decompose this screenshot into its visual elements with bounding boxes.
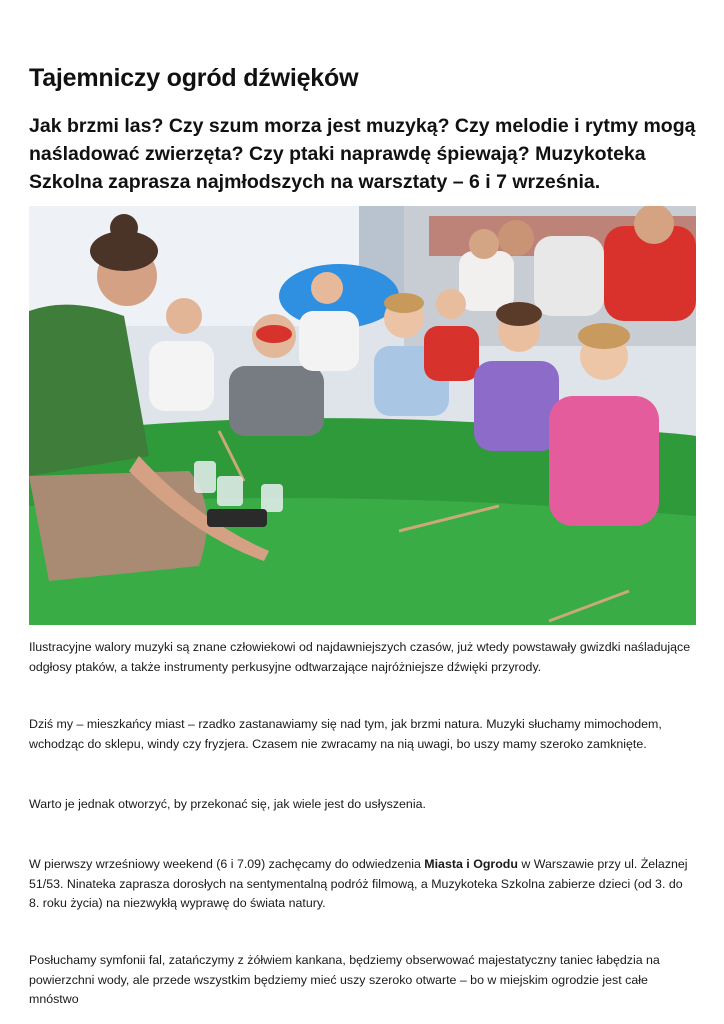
paragraph-2: Dziś my – mieszkańcy miast – rzadko zastanawiamy się nad tym, jak brzmi natura. Muzyki słuchamy mimochodem, wchodząc do sklepu, windy czy fryzjera. Czasem nie zwracamy na nią uwagi, bo uszy mamy szeroko zamknięte. <box>29 717 662 751</box>
article-title: Tajemniczy ogród dźwięków <box>29 64 359 92</box>
paragraph-4-text-end: w Warszawie przy ul. Żelaznej 51/53. Ninateka zaprasza dorosłych na sentymentalną podróż filmową, a Muzykoteka Szkolna zabierze dzieci (od 3. do 8. roku życia) na niezwykłą wyprawę do świata natury. <box>29 857 688 910</box>
paragraph-5: Posłuchamy symfonii fal, zatańczymy z żółwiem kankana, będziemy obserwować majestatyczny taniec łabędzia na powierzchni wody, ale przede wszystkim będziemy mieć uszy szeroko otwarte – bo w miejskim ogrodzie jest całe mnóstwo <box>29 953 660 1006</box>
venue-name: Miasta i Ogrodu <box>424 857 518 871</box>
paragraph-3: Warto je jednak otworzyć, by przekonać się, jak wiele jest do usłyszenia. <box>29 797 426 811</box>
article-lead: Jak brzmi las? Czy szum morza jest muzyką? Czy melodie i rytmy mogą naśladować zwierzęta? Czy ptaki naprawdę śpiewają? Muzykoteka Szkolna zaprasza najmłodszych na warsztaty – 6 i 7 września. <box>29 115 696 193</box>
workshop-photo <box>29 206 696 625</box>
paragraph-4 <box>29 855 696 914</box>
paragraph-4-text-start: W pierwszy wrześniowy weekend (6 i 7.09) zachęcamy do odwiedzenia <box>29 857 425 871</box>
paragraph-1: Ilustracyjne walory muzyki są znane człowiekowi od najdawniejszych czasów, już wtedy powstawały gwizdki naśladujące odgłosy ptaków, a także instrumenty perkusyjne odtwarzające najróżniejsze dźwięki przyrody. <box>29 640 691 674</box>
